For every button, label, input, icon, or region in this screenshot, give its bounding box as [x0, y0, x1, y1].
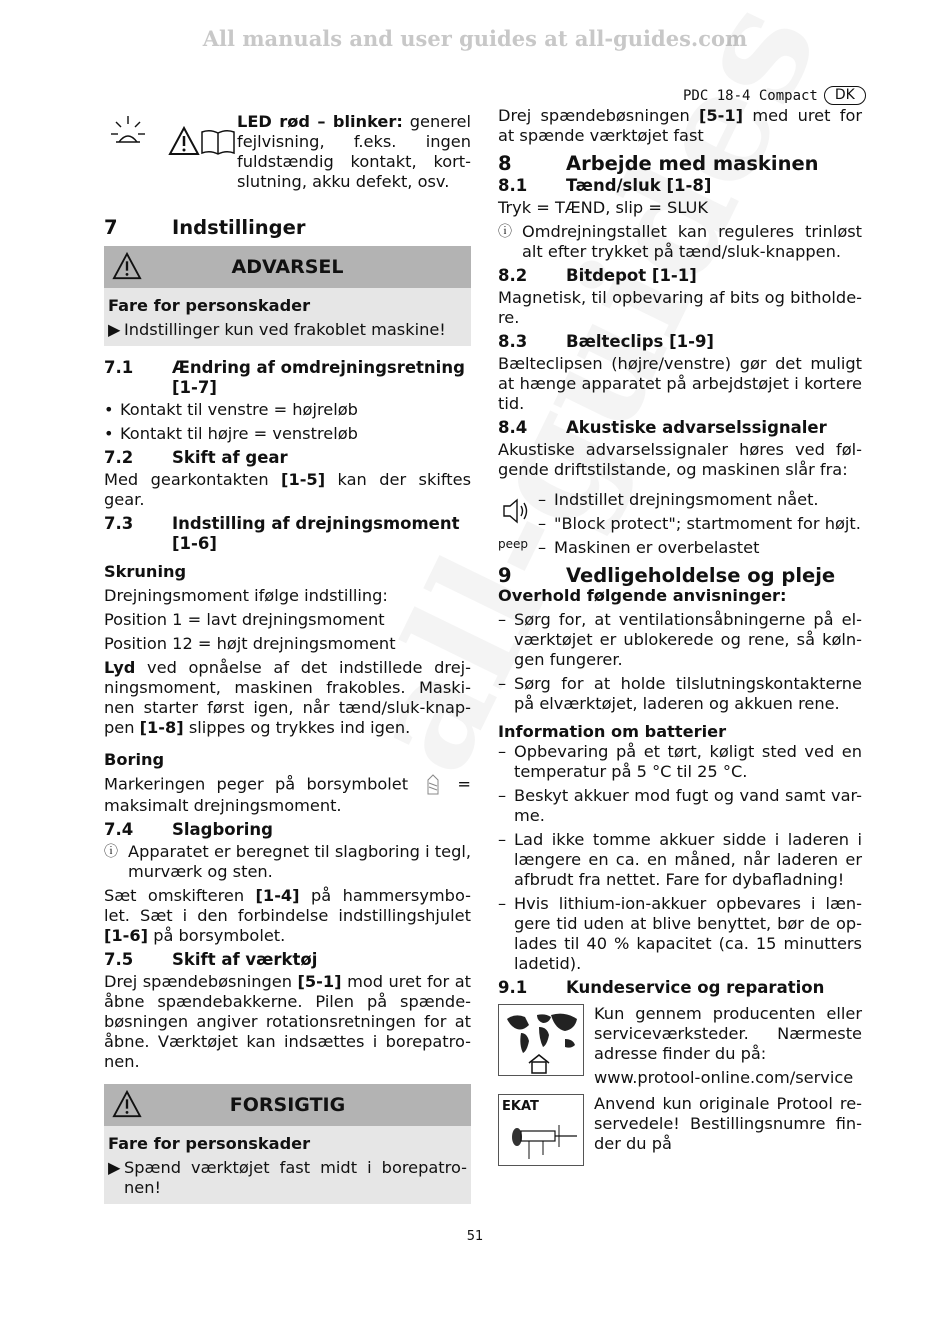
section-number: 7.4: [104, 820, 134, 839]
led-row: [104, 112, 471, 208]
text-line: Position 12 = højt drejningsmoment: [104, 634, 396, 653]
list-item: – "Block protect"; startmoment for højt.: [538, 514, 861, 533]
list-item-text: Kontakt til højre = venstreløb: [120, 424, 358, 443]
section-9-title: [498, 566, 862, 586]
section-9-1-title: [498, 978, 862, 998]
section-7-5-title: [104, 950, 471, 970]
section-7-2-title: [104, 448, 471, 468]
manual-book-icon: [200, 128, 236, 156]
list-item-text: Maskinen er overbelastet: [554, 538, 760, 557]
list-item-text: Opbevaring på et tørt, køligt sted ved en temperatur på 5 °C til 25 °C.: [514, 742, 862, 781]
text: Med gearkontakten: [104, 470, 282, 489]
paragraph: Akustiske advarselssignaler høres ved føl-gende driftstilstande, og maskinen slår fra:: [498, 440, 862, 479]
section-8-2-title: [498, 266, 862, 286]
text: ved opnåelse af det indstillede drej-ningsmoment, maskinen frakobles. Maski-nen starter først igen, når tænd/sluk-knap-pen: [104, 658, 471, 737]
language-badge: DK: [824, 86, 866, 105]
paragraph: [498, 106, 862, 146]
list-item-text: Indstillet drejningsmoment nået.: [554, 490, 819, 509]
paragraph: [104, 774, 471, 816]
list-item-text: Sørg for at holde tilslutningskontakterne på elværktøjet, laderen og akkuen rene.: [514, 674, 862, 713]
warning-body: [104, 288, 471, 346]
figure-ref: [1-8]: [139, 718, 184, 737]
paragraph: [104, 470, 471, 510]
section-title: Akustiske advarselssignaler: [566, 418, 827, 437]
caution-body: [104, 1126, 471, 1204]
led-label: LED rød – blinker:: [237, 112, 403, 131]
warning-triangle-icon: [168, 126, 200, 156]
text: Markeringen peger på borsymbolet: [104, 774, 409, 794]
ekat-text: Anvend kun originale Protool re-servedele! Bestillingsnumre fin-der du på: [594, 1094, 862, 1153]
right-column: [498, 106, 862, 1166]
section-title: Tænd/sluk [1-8]: [566, 176, 712, 195]
text-line: Drejningsmoment ifølge indstilling:: [104, 586, 388, 605]
section-title: Bælteclips [1-9]: [566, 332, 714, 351]
section-title: Arbejde med maskinen: [566, 152, 819, 175]
list-item: – Lad ikke tomme akkuer sidde i laderen i længere en ca. en måned, når laderen er afbrudt fra nettet. Fare for dybafladning!: [498, 830, 862, 889]
section-number: 8.4: [498, 418, 528, 437]
warning-item-text: Indstillinger kun ved frakoblet maskine!: [124, 320, 446, 339]
section-7-title: [104, 218, 471, 238]
subheading-boring: Boring: [104, 750, 165, 769]
section-title: Indstillinger: [172, 216, 306, 239]
info-note: [104, 842, 471, 882]
subheading: Overhold følgende anvisninger:: [498, 586, 787, 605]
peep-label: peep: [498, 537, 528, 551]
info-text: Apparatet er beregnet til slagboring i tegl, murværk og sten.: [128, 842, 471, 881]
left-column: [104, 112, 471, 1204]
led-blink-icon: [108, 114, 148, 150]
section-number: 7.3: [104, 514, 134, 533]
text: = maksimalt drejningsmoment.: [104, 774, 471, 815]
section-number: 8.1: [498, 176, 528, 195]
ekat-parts-icon: [498, 1094, 584, 1166]
text: slippes og trykkes ind igen.: [183, 718, 411, 737]
info-icon: ⓘ: [104, 844, 118, 860]
text: mod uret for at åbne spændebakkerne. Pilen på spænde-bøsningen angiver rotationsretningen for at åbne. Værktøjet kan indsættes i borepatro-nen.: [104, 972, 471, 1071]
text: Drej spændebøsningen: [104, 972, 298, 991]
list-item: • Kontakt til venstre = højreløb: [104, 400, 358, 419]
world-service-icon: [498, 1004, 584, 1076]
section-number: 9: [498, 564, 512, 587]
warning-header: [104, 246, 471, 288]
site-banner: All manuals and user guides at all-guides.com: [202, 26, 748, 51]
info-icon: ⓘ: [498, 224, 512, 240]
info-text: Omdrejningstallet kan reguleres trinløst alt efter trykket på tænd/sluk-knappen.: [522, 222, 862, 261]
text: Kun gennem producenten eller serviceværksteder. Nærmeste adresse finder du på:: [594, 1004, 862, 1063]
service-text: [594, 1004, 862, 1088]
service-row: [498, 1004, 862, 1088]
list-item: – Indstillet drejningsmoment nået.: [538, 490, 819, 509]
section-8-3-title: [498, 332, 862, 352]
list-item: – Beskyt akkuer mod fugt og vand samt var-me.: [498, 786, 862, 825]
text: kan der skiftes gear.: [104, 470, 472, 509]
section-7-1-title: [104, 358, 471, 398]
paragraph: [104, 658, 471, 738]
text: Drej spændebøsningen: [498, 106, 699, 125]
page-number: 51: [466, 1229, 484, 1244]
list-item: – Opbevaring på et tørt, køligt sted ved en temperatur på 5 °C til 25 °C.: [498, 742, 862, 781]
led-text: generel fejlvisning, f.eks. ingen fuldstændig kontakt, kort-slutning, akku defekt, osv.: [237, 112, 471, 191]
peep-icon-block: [498, 490, 538, 558]
section-number: 8.3: [498, 332, 528, 351]
page-header: [683, 86, 866, 105]
figure-ref: [1-4]: [255, 886, 300, 905]
list-item-text: "Block protect"; startmoment for højt.: [554, 514, 861, 533]
section-title: Slagboring: [172, 820, 273, 839]
ekat-row: [498, 1094, 862, 1166]
figure-ref: [1-5]: [281, 470, 326, 489]
triangle-bullet-icon: ▶: [108, 320, 121, 339]
section-title: Vedligeholdelse og pleje: [566, 564, 836, 587]
section-title: Kundeservice og reparation: [566, 978, 825, 997]
section-number: 8.2: [498, 266, 528, 285]
section-number: 9.1: [498, 978, 528, 997]
figure-ref: [1-6]: [104, 926, 149, 945]
warning-box: [104, 246, 471, 346]
warning-label: ADVARSEL: [231, 256, 344, 278]
paragraph: [104, 886, 471, 946]
section-title: Indstilling af drejningsmoment [1-6]: [172, 514, 460, 553]
paragraph: Magnetisk, til opbevaring af bits og bitholde-re.: [498, 288, 862, 327]
service-url-link[interactable]: www.protool-online.com/service: [594, 1068, 854, 1087]
triangle-bullet-icon: ▶: [108, 1158, 121, 1177]
speaker-icon: [500, 496, 532, 526]
list-item: • Kontakt til højre = venstreløb: [104, 424, 358, 443]
danger-text: Fare for personskader: [108, 296, 311, 315]
drill-symbol-icon: [427, 774, 439, 796]
section-8-title: [498, 154, 862, 174]
ekat-label: EKAT: [502, 1099, 539, 1114]
bold-text: Lyd: [104, 658, 136, 677]
text: på borsymbolet.: [148, 926, 286, 945]
warning-triangle-icon: [112, 1090, 142, 1118]
list-item-text: Hvis lithium-ion-akkuer opbevares i læn-gere tid uden at blive benyttet, bør de op-lades til 40 % kapacitet (ca. 15 minutters ladetid).: [514, 894, 862, 973]
caution-item: [108, 1158, 467, 1198]
caution-box: [104, 1084, 471, 1204]
caution-item-text: Spænd værktøjet fast midt i borepatro-nen!: [124, 1158, 467, 1197]
model-name: PDC 18-4 Compact: [683, 87, 818, 104]
section-7-3-title: [104, 514, 471, 554]
section-8-1-title: [498, 176, 862, 196]
figure-ref: [5-1]: [699, 106, 744, 125]
paragraph: [104, 972, 471, 1072]
section-number: 7: [104, 216, 118, 239]
section-number: 7.1: [104, 358, 134, 377]
section-title: Ændring af omdrejningsretning [1-7]: [172, 358, 465, 397]
text: med uret for at spænde værktøjet fast: [498, 106, 863, 145]
text: Sæt omskifteren: [104, 886, 256, 905]
list-item: – Maskinen er overbelastet: [538, 538, 760, 557]
paragraph: Bælteclipsen (højre/venstre) gør det muligt at hænge apparatet på arbejdstøjet i kortere tid.: [498, 354, 862, 413]
section-8-4-title: [498, 418, 862, 438]
section-number: 7.5: [104, 950, 134, 969]
list-item-text: Kontakt til venstre = højreløb: [120, 400, 358, 419]
list-item: – Hvis lithium-ion-akkuer opbevares i læn-gere tid uden at blive benyttet, bør de op-lades til 40 % kapacitet (ca. 15 minutters ladetid).: [498, 894, 862, 973]
warning-item: [108, 320, 467, 340]
warning-triangle-icon: [112, 252, 142, 280]
signal-list: [538, 490, 862, 558]
list-item: – Sørg for at holde tilslutningskontakterne på elværktøjet, laderen og akkuen rene.: [498, 674, 862, 713]
led-description: [237, 112, 471, 208]
section-title: Skift af værktøj: [172, 950, 318, 969]
list-item-text: Lad ikke tomme akkuer sidde i laderen i længere en ca. en måned, når laderen er afbrudt fra nettet. Fare for dybafladning!: [514, 830, 862, 889]
led-icons: [104, 112, 237, 208]
section-7-4-title: [104, 820, 471, 840]
subheading-skruning: Skruning: [104, 562, 187, 581]
caution-label: FORSIGTIG: [229, 1094, 346, 1116]
text-line: Position 1 = lavt drejningsmoment: [104, 610, 385, 629]
danger-text: Fare for personskader: [108, 1134, 311, 1153]
list-item-text: Beskyt akkuer mod fugt og vand samt var-me.: [514, 786, 862, 825]
figure-ref: [5-1]: [297, 972, 342, 991]
text-line: Tryk = TÆND, slip = SLUK: [498, 198, 709, 217]
section-title: Skift af gear: [172, 448, 288, 467]
section-number: 7.2: [104, 448, 134, 467]
acoustic-signals: [498, 490, 862, 558]
caution-header: [104, 1084, 471, 1126]
info-note: [498, 222, 862, 262]
section-number: 8: [498, 152, 512, 175]
section-title: Bitdepot [1-1]: [566, 266, 697, 285]
list-item: – Sørg for, at ventilationsåbningerne på el-værktøjet er ublokerede og rene, så køln-gen fungerer.: [498, 610, 862, 669]
text: på hammersymbo-let. Sæt i den forbindelse indstillingshjulet: [104, 886, 471, 925]
list-item-text: Sørg for, at ventilationsåbningerne på el-værktøjet er ublokerede og rene, så køln-gen fungerer.: [514, 610, 862, 669]
battery-heading: Information om batterier: [498, 722, 727, 741]
